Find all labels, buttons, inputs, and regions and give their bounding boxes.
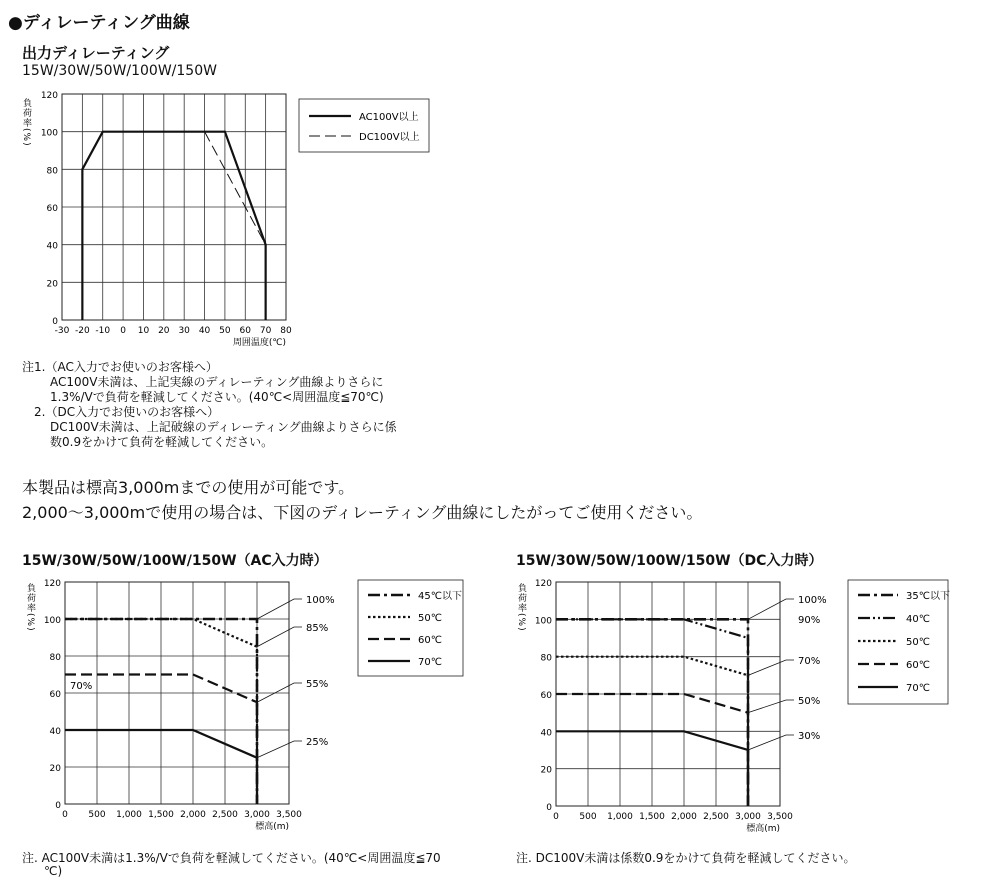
y-tick-label: 40 bbox=[540, 728, 552, 739]
ac-footnote-line-2: ℃) bbox=[44, 864, 63, 878]
x-tick-label: 20 bbox=[158, 326, 170, 336]
y-axis-label: 負荷率(%) bbox=[25, 583, 35, 632]
note-2-line-2: 数0.9をかけて負荷を軽減してください。 bbox=[50, 435, 274, 449]
x-tick-label: 80 bbox=[280, 326, 292, 336]
legend-label: 70℃ bbox=[906, 683, 930, 694]
annotation-label: 25% bbox=[306, 737, 329, 748]
legend-label: AC100V以上 bbox=[359, 112, 419, 123]
y-tick-label: 80 bbox=[49, 653, 61, 663]
legend-label: 35℃以下 bbox=[906, 591, 950, 602]
note-1-line-1: AC100V未満は、上記実線のディレーティング曲線よりさらに bbox=[50, 375, 384, 389]
legend-label: 50℃ bbox=[418, 613, 442, 624]
annotation-label: 85% bbox=[306, 623, 329, 634]
y-tick-label: 60 bbox=[540, 691, 552, 701]
note-1-line-2: 1.3%/Vで負荷を軽減してください。(40℃<周囲温度≦70℃) bbox=[50, 390, 384, 404]
y-tick-label: 0 bbox=[546, 803, 552, 813]
y-tick-label: 100 bbox=[43, 616, 61, 626]
page-title: ●ディレーティング曲線 bbox=[8, 13, 190, 33]
annotation-label: 70% bbox=[70, 681, 93, 692]
y-tick-label: 80 bbox=[540, 653, 552, 664]
legend-label: 70℃ bbox=[418, 657, 442, 668]
annotation-leader bbox=[748, 660, 794, 675]
x-tick-label: 30 bbox=[178, 326, 190, 336]
y-axis-label: 負荷率(%) bbox=[516, 583, 526, 632]
x-tick-label: 0 bbox=[120, 326, 126, 336]
legend-label: 60℃ bbox=[906, 660, 930, 671]
y-axis-label: 負荷率(%) bbox=[21, 98, 31, 147]
y-tick-label: 20 bbox=[46, 279, 58, 290]
annotation-label: 90% bbox=[798, 615, 821, 626]
dc-chart-title: 15W/30W/50W/100W/150W（DC入力時） bbox=[516, 553, 823, 569]
model-list: 15W/30W/50W/100W/150W bbox=[22, 63, 217, 79]
x-tick-label: 1,000 bbox=[116, 810, 142, 820]
x-tick-label: 500 bbox=[88, 810, 106, 820]
note-2-heading: 2.（DC入力でお使いのお客様へ） bbox=[34, 405, 220, 419]
x-tick-label: 50 bbox=[219, 326, 231, 336]
y-tick-label: 120 bbox=[534, 579, 552, 589]
y-tick-label: 0 bbox=[52, 317, 58, 327]
x-tick-label: 2,000 bbox=[180, 810, 206, 820]
x-tick-label: 1,500 bbox=[639, 812, 665, 822]
y-tick-label: 80 bbox=[46, 166, 58, 177]
x-tick-label: 1,500 bbox=[148, 810, 174, 820]
annotation-leader bbox=[748, 599, 794, 619]
dc-footnote: 注. DC100V未満は係数0.9をかけて負荷を軽減してください。 bbox=[516, 851, 856, 865]
x-tick-label: 0 bbox=[553, 812, 559, 822]
x-tick-label: 3,500 bbox=[276, 810, 302, 820]
x-tick-label: -20 bbox=[75, 326, 90, 336]
y-tick-label: 100 bbox=[40, 128, 58, 139]
y-tick-label: 60 bbox=[49, 690, 61, 700]
annotation-label: 100% bbox=[306, 595, 335, 606]
legend-label: 40℃ bbox=[906, 614, 930, 625]
y-tick-label: 100 bbox=[534, 616, 552, 627]
x-tick-label: 40 bbox=[198, 326, 211, 336]
note-1-heading: 注1.（AC入力でお使いのお客様へ） bbox=[22, 360, 218, 374]
x-tick-label: 3,000 bbox=[735, 812, 761, 822]
y-tick-label: 40 bbox=[49, 727, 61, 737]
legend-label: 45℃以下 bbox=[418, 591, 462, 602]
section-subtitle: 出力ディレーティング bbox=[22, 44, 170, 62]
note-2-line-1: DC100V未満は、上記破線のディレーティング曲線よりさらに係 bbox=[50, 420, 397, 434]
x-tick-label: 500 bbox=[579, 812, 597, 822]
x-tick-label: 0 bbox=[62, 810, 68, 820]
annotation-label: 30% bbox=[798, 731, 821, 742]
x-tick-label: 2,500 bbox=[703, 812, 729, 822]
x-tick-label: -10 bbox=[95, 326, 111, 336]
x-axis-label: 標高(m) bbox=[746, 824, 780, 834]
annotation-label: 100% bbox=[798, 595, 827, 606]
ac-chart-title: 15W/30W/50W/100W/150W（AC入力時） bbox=[22, 553, 328, 569]
annotation-label: 55% bbox=[306, 679, 329, 690]
legend-label: DC100V以上 bbox=[359, 132, 420, 143]
x-tick-label: 2,500 bbox=[212, 810, 238, 820]
y-tick-label: 120 bbox=[43, 579, 61, 589]
annotation-leader bbox=[748, 735, 794, 750]
x-tick-label: -30 bbox=[54, 326, 70, 336]
altitude-info-line-1: 本製品は標高3,000mまでの使用が可能です。 bbox=[22, 478, 355, 497]
x-tick-label: 10 bbox=[137, 326, 150, 336]
x-tick-label: 70 bbox=[259, 326, 272, 336]
y-tick-label: 40 bbox=[46, 241, 58, 252]
altitude-info-line-2: 2,000～3,000mで使用の場合は、下図のディレーティング曲線にしたがってご使用ください。 bbox=[22, 503, 703, 522]
x-tick-label: 3,000 bbox=[244, 810, 270, 820]
legend-label: 50℃ bbox=[906, 637, 930, 648]
y-tick-label: 0 bbox=[55, 801, 61, 811]
legend-label: 60℃ bbox=[418, 635, 442, 646]
x-tick-label: 1,000 bbox=[607, 812, 633, 822]
y-tick-label: 20 bbox=[49, 764, 61, 774]
y-tick-label: 60 bbox=[46, 204, 58, 214]
x-tick-label: 3,500 bbox=[767, 812, 793, 822]
x-axis-label: 周囲温度(℃) bbox=[232, 338, 286, 348]
y-tick-label: 120 bbox=[40, 91, 58, 101]
annotation-leader bbox=[748, 700, 794, 713]
annotation-label: 70% bbox=[798, 656, 821, 667]
ac-footnote-line-1: 注. AC100V未満は1.3%/Vで負荷を軽減してください。(40℃<周囲温度≦70 bbox=[22, 851, 441, 865]
x-tick-label: 60 bbox=[239, 326, 251, 336]
x-tick-label: 2,000 bbox=[671, 812, 697, 822]
y-tick-label: 20 bbox=[540, 765, 552, 776]
x-axis-label: 標高(m) bbox=[255, 822, 289, 832]
annotation-label: 50% bbox=[798, 696, 821, 707]
